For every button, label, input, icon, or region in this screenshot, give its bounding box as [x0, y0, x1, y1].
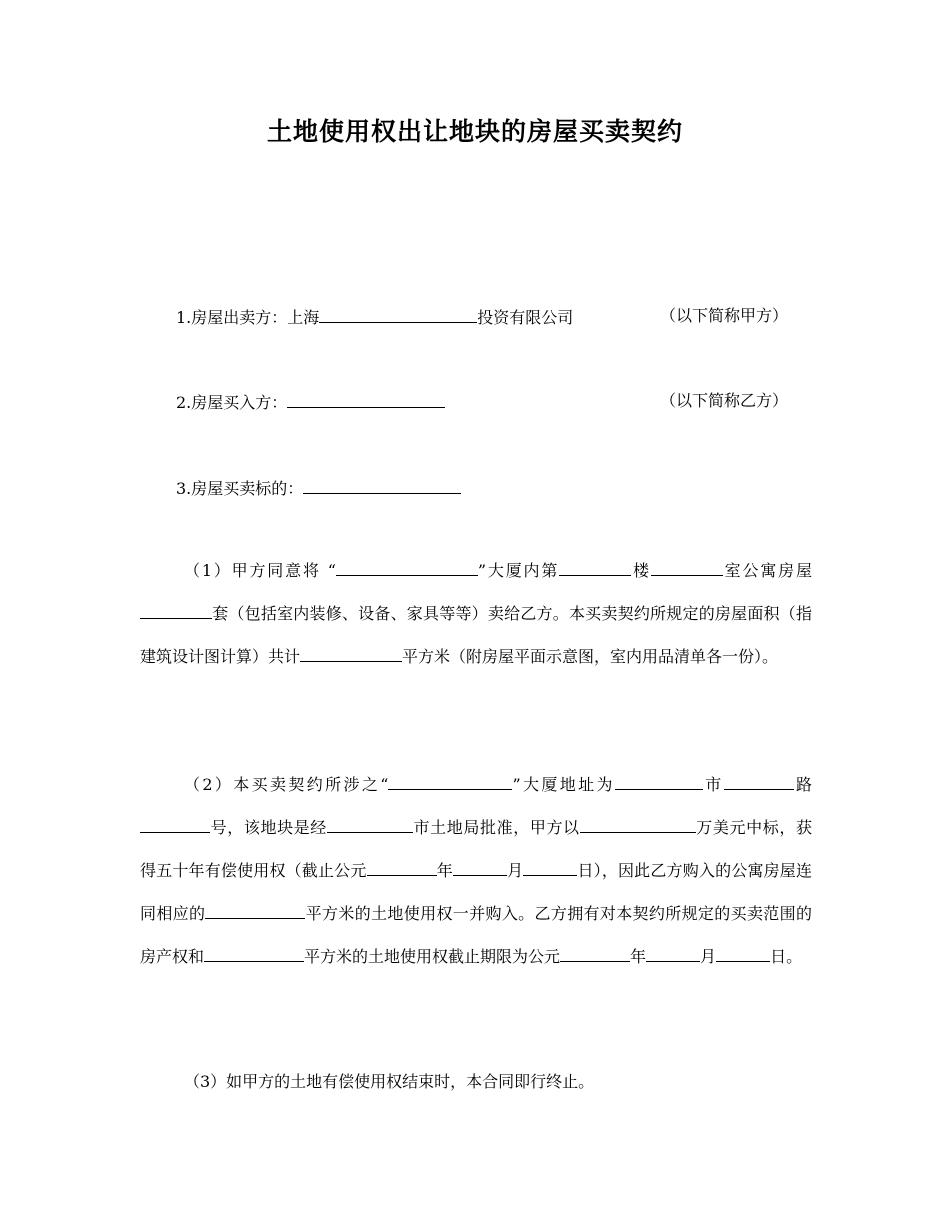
clause-2-text: 万美元中标，获得五十年有偿使用权（截止公元 [140, 818, 812, 880]
clause-2-text: 月 [506, 861, 524, 880]
clause-2-text: 月 [700, 947, 717, 966]
clause-1-text: ”大厦内第 [477, 561, 560, 580]
clause-2-text: ”大厦地址为 [512, 775, 615, 794]
expiry-day-blank [523, 861, 577, 876]
clause-2-text: 路 [793, 775, 812, 794]
floor-blank [559, 561, 631, 576]
term-day-blank [716, 947, 770, 962]
subject-blank [303, 477, 461, 494]
number-blank [140, 818, 210, 833]
term-year-blank [560, 947, 630, 962]
clause-1 [140, 549, 812, 678]
document-title: 土地使用权出让地块的房屋买卖契约 [266, 117, 683, 146]
city-blank [615, 775, 703, 790]
building-name-blank [336, 561, 478, 576]
buyer-name-blank [287, 391, 445, 408]
units-blank [140, 604, 212, 619]
seller-note: （以下简称甲方） [660, 306, 789, 325]
road-blank [724, 775, 794, 790]
clause-2-text: 年 [630, 947, 647, 966]
area-blank [300, 647, 402, 662]
buyer-note: （以下简称乙方） [660, 391, 789, 410]
clause-3: （3）如甲方的土地有偿使用权结束时，本合同即行终止。 [184, 1072, 595, 1091]
bid-amount-blank [580, 818, 696, 833]
seller-name-blank [319, 306, 477, 323]
building-name-blank [388, 775, 512, 790]
clause-2-text: 市 [702, 775, 724, 794]
land-bureau-city-blank [327, 818, 413, 833]
subject-label: 3.房屋买卖标的： [176, 479, 304, 498]
clause-2-text: 年 [436, 861, 453, 880]
buyer-line [176, 391, 445, 413]
term-month-blank [646, 947, 700, 962]
clause-2 [140, 763, 812, 978]
expiry-month-blank [453, 861, 507, 876]
clause-1-text: 平方米（附房屋平面示意图，室内用品清单各一份）。 [402, 647, 779, 666]
clause-2-text: 平方米的土地使用权一并购入。乙方拥有对本契约所规定的买卖范围的房产权和 [140, 904, 812, 966]
land-area-blank [205, 904, 305, 919]
clause-1-text: 楼 [631, 561, 651, 580]
clause-2-text: 市土地局批准，甲方以 [412, 818, 580, 837]
buyer-label: 2.房屋买入方： [176, 393, 288, 412]
clause-2-text: （2）本买卖契约所涉之“ [184, 775, 389, 794]
expiry-year-blank [367, 861, 437, 876]
clause-1-text: （1）甲方同意将 “ [184, 561, 336, 580]
clause-1-text: 套（包括室内装修、设备、家具等等）卖给乙方。本买卖契约所规定的房屋面积（指建筑设计图计算）共计 [140, 604, 812, 666]
clause-2-text: 日），因此乙方购入的公寓房屋连同相应的 [140, 861, 812, 923]
seller-line [176, 306, 573, 328]
clause-2-text: 平方米的土地使用权截止期限为公元 [304, 947, 561, 966]
clause-2-text: 日。 [770, 947, 803, 966]
land-area-blank [204, 947, 304, 962]
clause-2-text: 号，该地块是经 [210, 818, 327, 837]
room-blank [651, 561, 723, 576]
seller-label: 1.房屋出卖方：上海 [176, 308, 320, 327]
clause-1-text: 室公寓房屋 [722, 561, 812, 580]
seller-suffix: 投资有限公司 [477, 308, 574, 327]
subject-line [176, 477, 461, 499]
